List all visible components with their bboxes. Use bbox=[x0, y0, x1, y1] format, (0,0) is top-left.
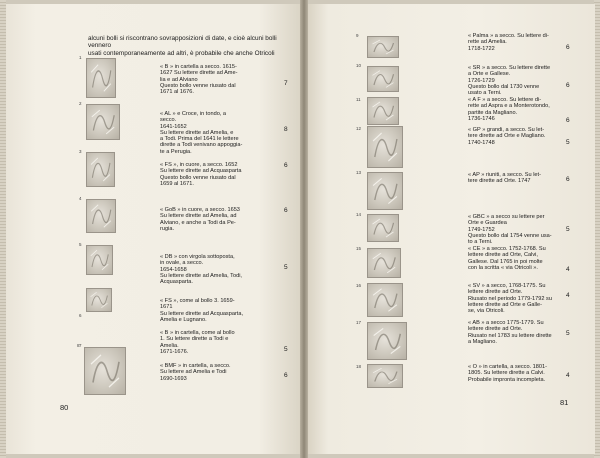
stamp-14-icon bbox=[367, 214, 399, 242]
stamp-10-icon bbox=[367, 66, 399, 92]
description-line: usato a Terni. bbox=[468, 90, 502, 97]
entry-description bbox=[468, 97, 550, 122]
entry-description bbox=[160, 111, 242, 155]
entry-count: 5 bbox=[284, 264, 288, 271]
description-line: lettere dirette ad Orte, Calvi, bbox=[468, 252, 538, 259]
entry-count: 6 bbox=[566, 44, 570, 51]
stamp-18-icon bbox=[367, 364, 403, 388]
description-line: 1749-1752 bbox=[468, 226, 495, 233]
description-line: « AL » e Croce, in tondo, a bbox=[160, 111, 227, 117]
description-line: Riusato nel periodo 1779-1792 su bbox=[468, 295, 552, 302]
stamp-1-icon bbox=[86, 58, 116, 98]
description-line: 1671-1676. bbox=[160, 348, 189, 355]
description-line: « Palma » a secco. Su lettere di- bbox=[468, 33, 549, 39]
entry-description bbox=[468, 283, 552, 314]
stamp-3-icon bbox=[86, 152, 115, 187]
entry-count: 5 bbox=[566, 139, 570, 146]
description-line: 1. Su lettere dirette a Todi e bbox=[160, 336, 229, 343]
entry-description bbox=[468, 364, 547, 383]
description-line: « DB » con virgola sottoposta, bbox=[160, 254, 235, 260]
description-line: Amelia. bbox=[160, 342, 179, 349]
description-line: lettere dirette ad Orte e Galle- bbox=[468, 301, 542, 308]
entry-description bbox=[160, 207, 240, 232]
stamp-12-icon bbox=[367, 126, 403, 168]
entry-number: 14 bbox=[356, 212, 362, 217]
description-line: Su lettere dirette ad Acquasparta bbox=[160, 168, 242, 175]
entry-count: 4 bbox=[566, 266, 570, 273]
description-line: Su lettere dirette ad Amelia, ad bbox=[160, 213, 237, 220]
description-line: « B » in cartella a secco. 1615- bbox=[160, 64, 237, 70]
description-line: « GoB » in cuore, a secco. 1653 bbox=[160, 207, 240, 213]
intro-line: usati contemporaneamente ad altri, è probabile che anche Otricoli bbox=[88, 49, 275, 57]
description-line: Su lettere dirette ad Acquasparta, bbox=[160, 310, 244, 317]
description-line: Questo bollo venne riusato dal bbox=[160, 82, 236, 89]
entry-count: 5 bbox=[284, 346, 288, 353]
description-line: tere dirette ad Orte. 1747 bbox=[468, 178, 531, 185]
description-line: Alviano, e anche a Todi da Pe- bbox=[160, 219, 236, 226]
description-line: « CE » a secco. 1752-1768. Su bbox=[468, 246, 546, 252]
entry-count: 6 bbox=[284, 372, 288, 379]
stamp-11-icon bbox=[367, 97, 399, 125]
description-line: « A F » a secco. Su lettere di- bbox=[468, 97, 542, 103]
entry-number: 2 bbox=[79, 101, 82, 106]
entry-number: 3 bbox=[79, 149, 82, 154]
entry-description bbox=[468, 65, 550, 96]
description-line: 1671 bbox=[160, 304, 173, 311]
left-page bbox=[6, 4, 303, 454]
description-line: 1654-1658 bbox=[160, 266, 187, 273]
description-line: rette ad Amelia. bbox=[468, 39, 507, 46]
description-line: Probabile impronta incompleta. bbox=[468, 376, 546, 383]
description-line: 1726-1729 bbox=[468, 77, 495, 84]
description-line: « AP » riuniti, a secco. Su let- bbox=[468, 172, 541, 178]
description-line: te a Perugia. bbox=[160, 148, 192, 155]
description-line: Su lettere dirette ad Amelia, Todi, bbox=[160, 272, 242, 279]
description-line: « GBC » a secco su lettere per bbox=[468, 214, 545, 220]
entry-description bbox=[468, 172, 541, 185]
stamp-6-icon bbox=[86, 288, 112, 312]
entry-count: 4 bbox=[566, 292, 570, 299]
description-line: Su lettere dirette ad Amelia, e bbox=[160, 129, 234, 136]
book-gutter bbox=[300, 0, 308, 458]
entry-description bbox=[160, 162, 241, 187]
entry-number: 5 bbox=[79, 242, 82, 247]
entry-number: 7 bbox=[79, 343, 82, 348]
page-number-left: 80 bbox=[60, 403, 69, 412]
entry-number: 15 bbox=[356, 246, 362, 251]
description-line: Gallese. Dal 1765 in poi molte bbox=[468, 258, 543, 265]
entry-description bbox=[468, 214, 552, 245]
description-line: 1740-1748 bbox=[468, 139, 495, 146]
description-line: 1736-1746 bbox=[468, 115, 495, 122]
stamp-8-icon bbox=[84, 347, 126, 395]
description-line: « FS », in cuore, a secco. 1652 bbox=[160, 162, 238, 168]
description-line: con la scritta « via Otricoli ». bbox=[468, 264, 538, 271]
entry-number: 6 bbox=[79, 313, 82, 318]
entry-count: 5 bbox=[566, 226, 570, 233]
description-line: 1659 al 1671. bbox=[160, 180, 194, 187]
stamp-5-icon bbox=[86, 245, 113, 275]
description-line: 1805. Su lettere dirette a Calvi. bbox=[468, 370, 545, 377]
entry-number: 11 bbox=[356, 97, 361, 102]
description-line: 1718-1722 bbox=[468, 45, 495, 52]
description-line: a Magliano. bbox=[468, 338, 497, 345]
description-line: Riusato nel 1783 su lettere dirette bbox=[468, 332, 552, 339]
entry-count: 8 bbox=[284, 126, 288, 133]
entry-number: 10 bbox=[356, 63, 362, 68]
entry-description bbox=[160, 64, 237, 95]
entry-description bbox=[468, 246, 546, 271]
description-line: secco. bbox=[160, 117, 177, 124]
description-line: lia e ad Alviano bbox=[160, 76, 198, 83]
description-line: « SV » a secco, 1768-1775. Su bbox=[468, 283, 546, 289]
description-line: dirette a Todi venivano appoggia- bbox=[160, 142, 243, 149]
description-line: « AB » a secco 1775-1779. Su bbox=[468, 320, 544, 326]
description-line: Orte e Guardea bbox=[468, 220, 507, 227]
description-line: « B » in cartella, come al bollo bbox=[160, 330, 235, 336]
stamp-13-icon bbox=[367, 172, 403, 210]
entry-number: 4 bbox=[79, 196, 82, 201]
entry-count: 6 bbox=[284, 162, 288, 169]
entry-number: 18 bbox=[356, 364, 362, 369]
description-line: « BMF » in cartella, a secco. bbox=[160, 363, 231, 369]
description-line: Questo bollo dal 1730 venne bbox=[468, 83, 540, 90]
description-line: partite da Magliano. bbox=[468, 109, 518, 116]
description-line: « FS », come al bollo 3. 1659- bbox=[160, 298, 235, 304]
entry-count: 5 bbox=[566, 330, 570, 337]
entry-count: 6 bbox=[566, 82, 570, 89]
entry-count: 6 bbox=[566, 176, 570, 183]
stamp-4-icon bbox=[86, 199, 116, 233]
entry-count: 4 bbox=[566, 372, 570, 379]
entry-count: 6 bbox=[566, 117, 570, 124]
entry-description bbox=[468, 127, 545, 146]
entry-number: 17 bbox=[356, 320, 362, 325]
stamp-2-icon bbox=[86, 104, 120, 140]
description-line: 1627 Su lettere dirette ad Ame- bbox=[160, 70, 238, 77]
description-line: 1671 al 1676. bbox=[160, 89, 194, 96]
entry-number: 1 bbox=[79, 55, 82, 60]
description-line: « O » in cartella, a secco. 1801- bbox=[468, 364, 547, 370]
description-line: Questo bollo dal 1754 venne usa- bbox=[468, 232, 552, 239]
page-number-right: 81 bbox=[560, 398, 569, 407]
description-line: in ovale, a secco. bbox=[160, 260, 204, 267]
description-line: to a Terni. bbox=[468, 239, 493, 246]
intro-line: alcuni bolli si riscontrano sovrapposizioni di date, e cioè alcuni bolli vennero bbox=[88, 35, 277, 50]
entry-description bbox=[160, 254, 242, 285]
entry-count: 6 bbox=[284, 207, 288, 214]
entry-number: 16 bbox=[356, 283, 362, 288]
entry-number: 12 bbox=[356, 126, 362, 131]
description-line: Amelia e Lugnano. bbox=[160, 316, 207, 323]
description-line: lettere dirette ad Orte. bbox=[468, 289, 523, 296]
entry-number: 8 bbox=[77, 343, 80, 348]
stamp-9-icon bbox=[367, 36, 399, 58]
description-line: rette ad Aspra e a Monterotondo, bbox=[468, 103, 550, 110]
entry-number: 13 bbox=[356, 170, 362, 175]
stamp-15-icon bbox=[367, 248, 401, 278]
description-line: a Orte e Gallese. bbox=[468, 71, 511, 78]
description-line: se, via Otricoli. bbox=[468, 308, 505, 315]
description-line: tere dirette ad Orte e Magliano. bbox=[468, 133, 546, 140]
description-line: « SR » a secco. Su lettere dirette bbox=[468, 65, 551, 71]
description-line: 1641-1652 bbox=[160, 123, 187, 130]
entry-description bbox=[160, 330, 235, 355]
description-line: « GP » grandi, a secco. Su let- bbox=[468, 127, 545, 133]
entry-count: 7 bbox=[284, 80, 288, 87]
entry-number: 9 bbox=[356, 33, 359, 38]
description-line: rugia. bbox=[160, 225, 174, 232]
description-line: Su lettere ad Amelia e Todi bbox=[160, 369, 227, 376]
entry-description bbox=[468, 320, 552, 345]
stamp-16-icon bbox=[367, 283, 403, 317]
description-line: 1690-1693 bbox=[160, 375, 187, 382]
entry-description bbox=[468, 33, 549, 52]
description-line: Questo bollo venne riusato dal bbox=[160, 174, 236, 181]
description-line: lettere dirette ad Orte. bbox=[468, 326, 523, 333]
entry-description bbox=[160, 363, 231, 382]
description-line: a Todi. Prima del 1641 le lettere bbox=[160, 136, 239, 143]
entry-description bbox=[160, 298, 243, 323]
description-line: Acquasparta. bbox=[160, 279, 193, 286]
stamp-17-icon bbox=[367, 322, 407, 360]
